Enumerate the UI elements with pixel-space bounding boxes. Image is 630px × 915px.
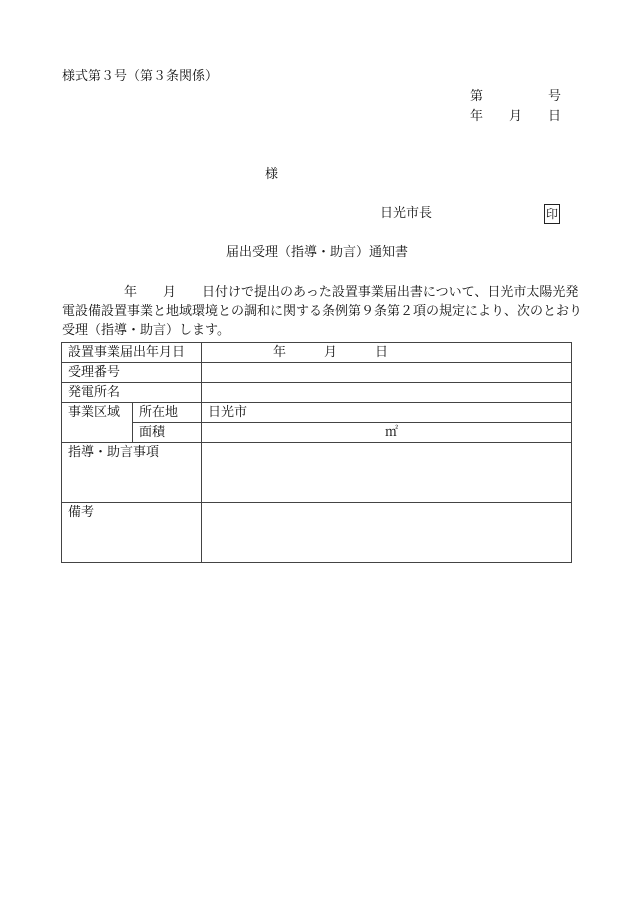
body-line-1-rest: 日付けで提出のあった設置事業届出書について、日光市太陽光発	[202, 285, 579, 300]
location-label: 所在地	[133, 403, 202, 423]
issue-date-year: 年	[470, 109, 484, 124]
table-row-remarks	[62, 503, 572, 563]
plant-name-cell[interactable]	[202, 383, 572, 403]
body-line-1	[62, 283, 582, 302]
form-label: 様式第３号（第３条関係）	[62, 69, 219, 84]
date-label: 設置事業届出年月日	[62, 343, 202, 363]
body-text	[62, 283, 582, 340]
issue-date-day: 日	[548, 109, 562, 124]
remarks-label: 備考	[62, 503, 202, 563]
issue-date-month: 月	[509, 109, 523, 124]
table-row-plant	[62, 383, 572, 403]
info-table	[61, 342, 572, 563]
document-title: 届出受理（指導・助言）通知書	[226, 245, 409, 260]
seal-mark: 印	[544, 204, 560, 224]
issuer-name: 日光市長	[380, 206, 433, 221]
date-value-cell[interactable]	[202, 343, 572, 363]
body-month: 月	[163, 285, 177, 300]
recipient-honorific: 様	[265, 167, 279, 182]
size-unit: ㎡	[384, 425, 398, 440]
document-number-suffix: 号	[548, 89, 562, 104]
remarks-cell[interactable]	[202, 503, 572, 563]
date-year-unit: 年	[273, 345, 287, 360]
receipt-number-label: 受理番号	[62, 363, 202, 383]
location-cell[interactable]: 日光市	[202, 403, 572, 423]
table-row-guidance	[62, 443, 572, 503]
receipt-number-cell[interactable]	[202, 363, 572, 383]
table-row-number	[62, 363, 572, 383]
size-cell[interactable]	[202, 423, 572, 443]
body-line-3: 受理（指導・助言）します。	[62, 323, 230, 338]
date-day-unit: 日	[375, 345, 389, 360]
table-row-size	[62, 423, 572, 443]
guidance-label: 指導・助言事項	[62, 443, 202, 503]
plant-name-label: 発電所名	[62, 383, 202, 403]
table-row-date	[62, 343, 572, 363]
project-area-label: 事業区域	[62, 403, 133, 443]
document-number-prefix: 第	[470, 89, 484, 104]
body-year: 年	[124, 285, 138, 300]
table-row-location	[62, 403, 572, 423]
size-label: 面積	[133, 423, 202, 443]
body-line-2: 電設備設置事業と地域環境との調和に関する条例第９条第２項の規定により、次のとおり	[62, 304, 583, 319]
date-month-unit: 月	[324, 345, 338, 360]
guidance-cell[interactable]	[202, 443, 572, 503]
